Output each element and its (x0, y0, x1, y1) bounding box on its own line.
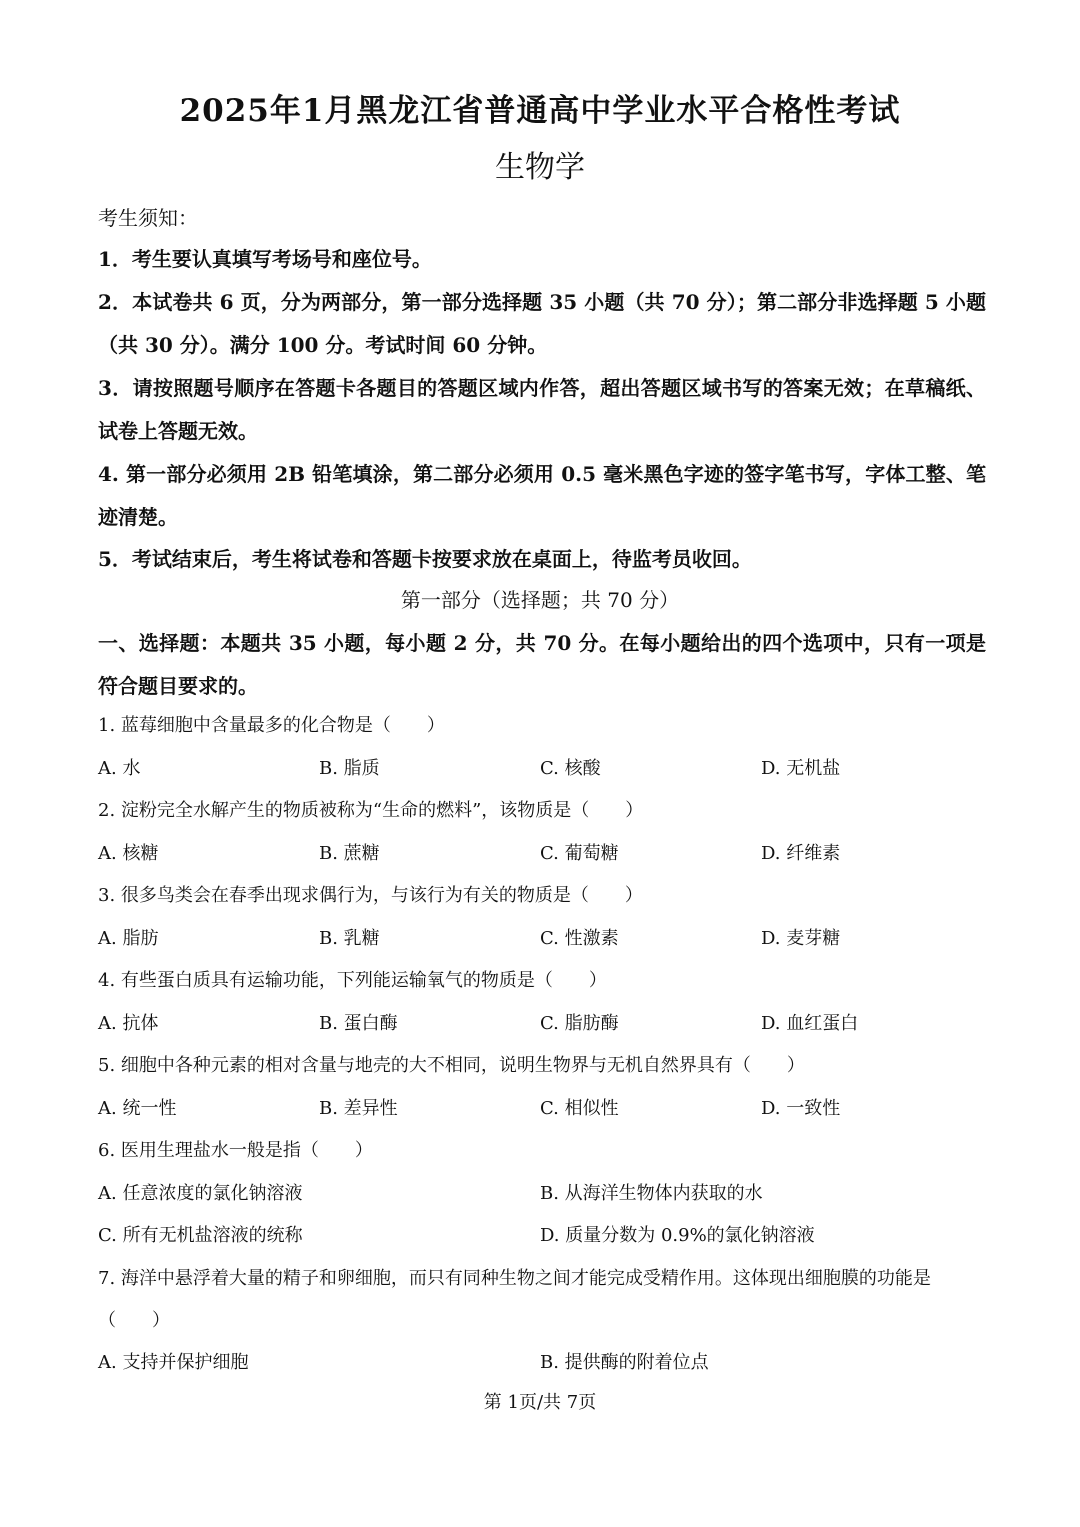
exam-subject: 生物学 (495, 150, 585, 185)
question-7-stem-continuation: （ ） (98, 1310, 170, 1331)
notice-item-4: 4. 第一部分必须用 2B 铅笔填涂，第二部分必须用 0.5 毫米黑色字迹的签字笔书写，字体工整、笔迹清楚。 (98, 462, 986, 529)
question-7-option-a: A. 支持并保护细胞 (98, 1352, 249, 1373)
page-number: 第 1页/共 7页 (483, 1392, 597, 1413)
question-4-stem: 4. 有些蛋白质具有运输功能，下列能运输氧气的物质是（ ） (98, 970, 607, 991)
question-3-option-b: B. 乳糖 (319, 928, 380, 949)
question-3-option-c: C. 性激素 (540, 928, 619, 949)
question-2-option-c: C. 葡萄糖 (540, 843, 619, 864)
question-7-stem: 7. 海洋中悬浮着大量的精子和卵细胞，而只有同种生物之间才能完成受精作用。这体现出细胞膜的功能是 (98, 1268, 931, 1289)
question-2-option-a: A. 核糖 (98, 843, 159, 864)
question-2-stem: 2. 淀粉完全水解产生的物质被称为“生命的燃料”，该物质是（ ） (98, 800, 644, 821)
question-4-option-a: A. 抗体 (98, 1013, 159, 1034)
notice-heading: 考生须知： (98, 206, 198, 230)
question-1-option-b: B. 脂质 (319, 758, 380, 779)
question-6-option-d: D. 质量分数为 0.9%的氯化钠溶液 (540, 1225, 815, 1246)
question-3-stem: 3. 很多鸟类会在春季出现求偶行为，与该行为有关的物质是（ ） (98, 885, 643, 906)
question-1-option-d: D. 无机盐 (761, 758, 841, 779)
question-5-option-a: A. 统一性 (98, 1098, 177, 1119)
question-6-option-a: A. 任意浓度的氯化钠溶液 (98, 1183, 303, 1204)
notice-item-2: 2．本试卷共 6 页，分为两部分，第一部分选择题 35 小题（共 70 分）；第二部分非选择题 5 小题（共 30 分）。满分 100 分。考试时间 60 分钟。 (98, 290, 986, 357)
question-5-option-d: D. 一致性 (761, 1098, 841, 1119)
question-6-stem: 6. 医用生理盐水一般是指（ ） (98, 1140, 373, 1161)
question-2-option-d: D. 纤维素 (761, 843, 841, 864)
question-1-stem: 1. 蓝莓细胞中含量最多的化合物是（ ） (98, 715, 445, 736)
notice-item-5: 5．考试结束后，考生将试卷和答题卡按要求放在桌面上，待监考员收回。 (98, 547, 752, 571)
part1-instruction: 一、选择题：本题共 35 小题，每小题 2 分，共 70 分。在每小题给出的四个选项中，只有一项是符合题目要求的。 (98, 631, 986, 698)
question-6-option-b: B. 从海洋生物体内获取的水 (540, 1183, 763, 1204)
question-4-option-d: D. 血红蛋白 (761, 1013, 859, 1034)
question-5-stem: 5. 细胞中各种元素的相对含量与地壳的大不相同，说明生物界与无机自然界具有（ ） (98, 1055, 805, 1076)
question-3-option-a: A. 脂肪 (98, 928, 159, 949)
exam-title: 2025年1月黑龙江省普通高中学业水平合格性考试 (179, 93, 901, 129)
question-4-option-b: B. 蛋白酶 (319, 1013, 398, 1034)
question-4-option-c: C. 脂肪酶 (540, 1013, 619, 1034)
question-5-option-c: C. 相似性 (540, 1098, 619, 1119)
question-3-option-d: D. 麦芽糖 (761, 928, 841, 949)
question-5-option-b: B. 差异性 (319, 1098, 398, 1119)
notice-item-1: 1．考生要认真填写考场号和座位号。 (98, 247, 432, 271)
question-7-option-b: B. 提供酶的附着位点 (540, 1352, 709, 1373)
part1-title: 第一部分（选择题；共 70 分） (400, 588, 680, 612)
question-6-option-c: C. 所有无机盐溶液的统称 (98, 1225, 303, 1246)
question-1-option-a: A. 水 (98, 758, 141, 779)
notice-item-3: 3．请按照题号顺序在答题卡各题目的答题区域内作答，超出答题区域书写的答案无效；在草稿纸、试卷上答题无效。 (98, 376, 986, 443)
question-2-option-b: B. 蔗糖 (319, 843, 380, 864)
question-1-option-c: C. 核酸 (540, 758, 601, 779)
